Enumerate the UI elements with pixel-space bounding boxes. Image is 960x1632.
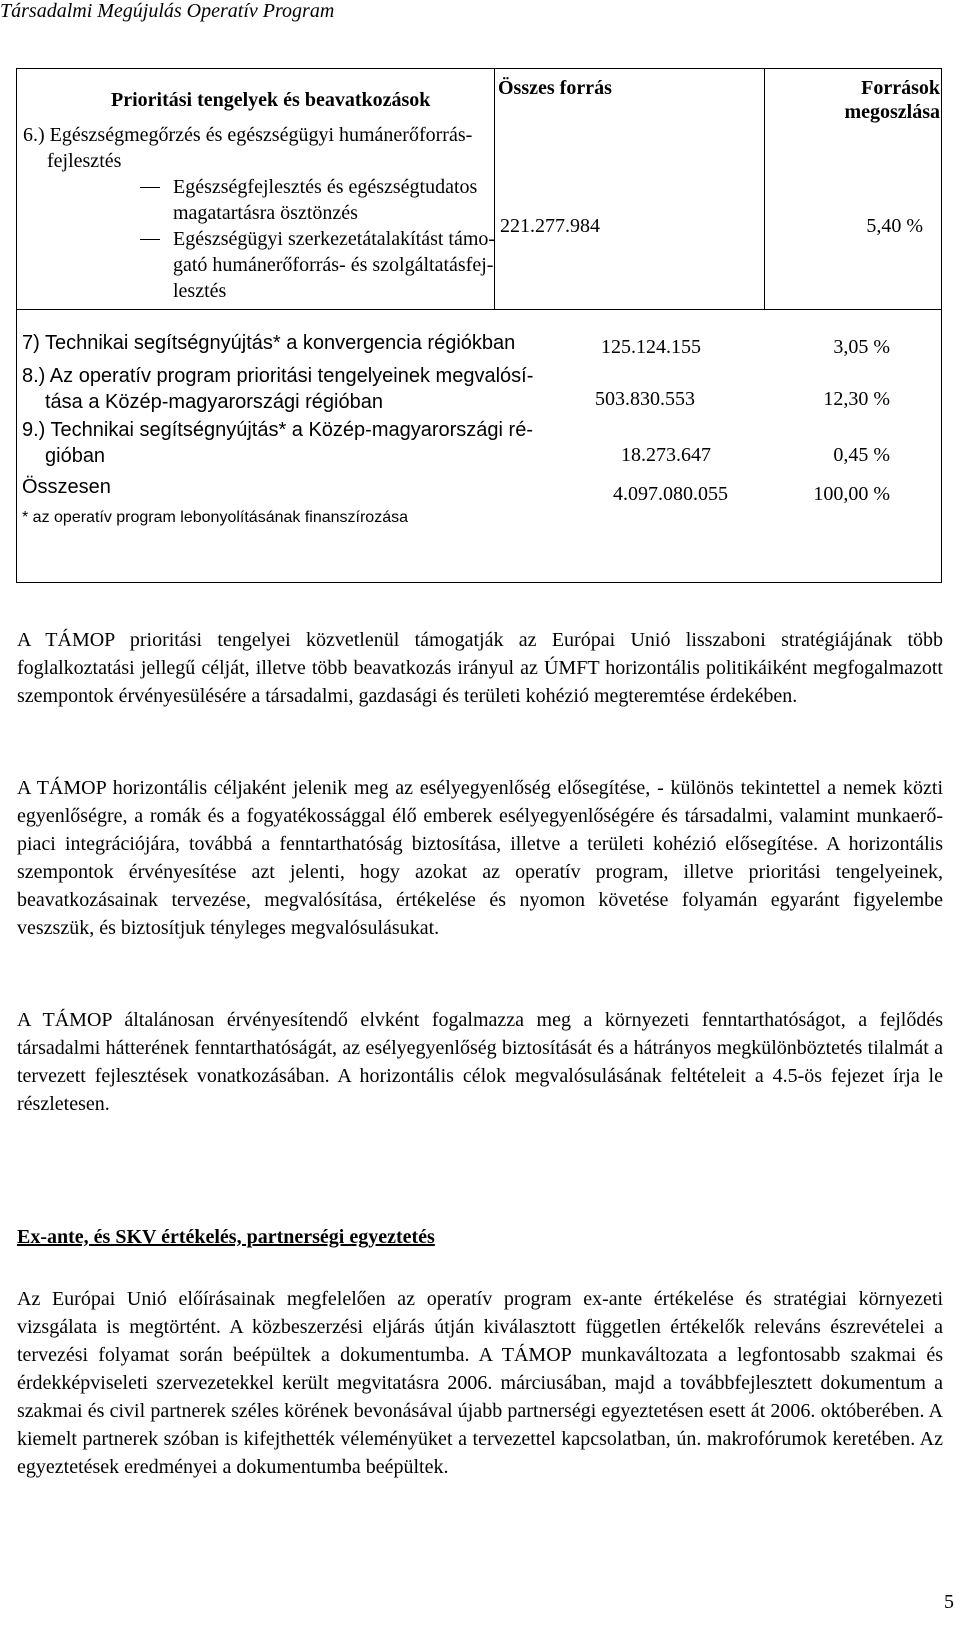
sum-total: 4.097.080.055 <box>613 483 728 505</box>
row6-sub2-line1: Egészségügyi szerkezetátalakítást támo- <box>173 228 496 250</box>
page-number: 5 <box>944 1591 954 1613</box>
col-header-total: Összes forrás <box>498 77 612 99</box>
paragraph-3-text: A TÁMOP általánosan érvényesítendő elvként fogalmazza meg a környezeti fenntarthatóságot, a fejlődés társadalmi hátterének fenntarthatóságát, az esélyegyenlőség biztosítását és a hátrányos megkülönböztetés tilalmát a tervezett fejlesztések vonatkozásában. A horizontális célok megvalósulásának feltételeit a 4.5-ös fejezet írja le részletesen. <box>17 1009 943 1115</box>
row6-sub1-line1: Egészségfejlesztés és egészségtudatos <box>173 176 478 198</box>
row6-title-line1: 6.) Egészségmegőrzés és egészségügyi humánerőforrás- <box>23 124 473 146</box>
paragraph-4 <box>17 1285 943 1481</box>
row8-label-line1: 8.) Az operatív program prioritási tengelyeinek megvalósí- <box>22 365 534 387</box>
row6-share: 5,40 % <box>866 215 923 237</box>
row9-label-line2: gióban <box>45 445 106 467</box>
row-divider <box>17 309 941 310</box>
row7-total: 125.124.155 <box>601 336 701 358</box>
dash-bullet <box>140 239 160 240</box>
document-header: Társadalmi Megújulás Operatív Program <box>0 0 335 22</box>
column-divider <box>764 69 765 309</box>
paragraph-1-text: A TÁMOP prioritási tengelyei közvetlenül támogatják az Európai Unió lisszaboni stratégiájának több foglalkoztatási jellegű célját, illetve több beavatkozás irányul az ÚMFT horizontális politikáiként megfogalmazott szempontok érvényesülésére a társadalmi, gazdasági és területi kohézió megteremtése érdekében. <box>17 629 943 707</box>
row6-sub1-line2: magatartásra ösztönzés <box>173 202 358 224</box>
row6-title-line2: fejlesztés <box>47 150 122 172</box>
row9-total: 18.273.647 <box>621 444 711 466</box>
row8-label-line2: tása a Közép-magyarországi régióban <box>45 391 383 413</box>
dash-bullet <box>140 187 160 188</box>
paragraph-2-text: A TÁMOP horizontális céljaként jelenik meg az esélyegyenlőség elősegítése, - különös tekintettel a nemek közti egyenlőségre, a romák és a fogyatékossággal élő emberek esélyegyenlőségére és társadalmi, valamint munkaerő-piaci integrációjára, továbbá a fenntarthatóság biztosítása, illetve a területi kohézió elősegítése. A horizontális szempontok érvényesítése azt jelenti, hogy azokat az operatív program, illetve prioritási tengelyeinek, beavatkozásainak tervezése, megvalósítása, értékelése és nyomon követése folyamán egyaránt figyelembe veszszük, és biztosítjuk tényleges megvalósulásukat. <box>17 777 943 939</box>
col-header-axes: Prioritási tengelyek és beavatkozások <box>111 89 431 111</box>
paragraph-1 <box>17 626 943 710</box>
row8-total: 503.830.553 <box>595 388 695 410</box>
row6-total: 221.277.984 <box>500 215 600 237</box>
row6-sub2-line2: gató humánerőforrás- és szolgáltatásfej- <box>173 254 494 276</box>
row7-label: 7) Technikai segítségnyújtás* a konvergencia régiókban <box>22 332 516 354</box>
sum-share: 100,00 % <box>813 483 890 505</box>
table-footnote: * az operatív program lebonyolításának finanszírozása <box>22 509 408 526</box>
funding-table <box>16 68 942 583</box>
row8-share: 12,30 % <box>823 388 890 410</box>
row7-share: 3,05 % <box>833 336 890 358</box>
sum-label: Összesen <box>22 476 111 498</box>
section-heading: Ex-ante, és SKV értékelés, partnerségi egyeztetés <box>17 1226 435 1248</box>
paragraph-3 <box>17 1006 943 1118</box>
col-header-share: Források megoszlása <box>844 77 940 123</box>
row6-sub2-line3: lesztés <box>173 280 227 302</box>
row9-share: 0,45 % <box>833 444 890 466</box>
paragraph-4-text: Az Európai Unió előírásainak megfelelően az operatív program ex-ante értékelése és stratégiai környezeti vizsgálata is megtörtént. A közbeszerzési eljárás útján kiválasztott független értékelők releváns észrevételei a tervezési folyamat során beépültek a dokumentumba. A TÁMOP munkaváltozata a legfontosabb szakmai és érdekképviseleti szervezetekkel került megvitatásra 2006. márciusában, majd a továbbfejlesztett dokumentum a szakmai és civil partnerek széles körének bevonásával újabb partnerségi egyeztetésen esett át 2006. októberében. A kiemelt partnerek szóban is kifejthették véleményüket a tervezettel kapcsolatban, ún. makrofórumok keretében. Az egyeztetések eredményei a dokumentumba beépültek. <box>17 1288 943 1478</box>
paragraph-2 <box>17 774 943 942</box>
column-divider <box>494 69 495 309</box>
row9-label-line1: 9.) Technikai segítségnyújtás* a Közép-magyarországi ré- <box>22 419 533 441</box>
